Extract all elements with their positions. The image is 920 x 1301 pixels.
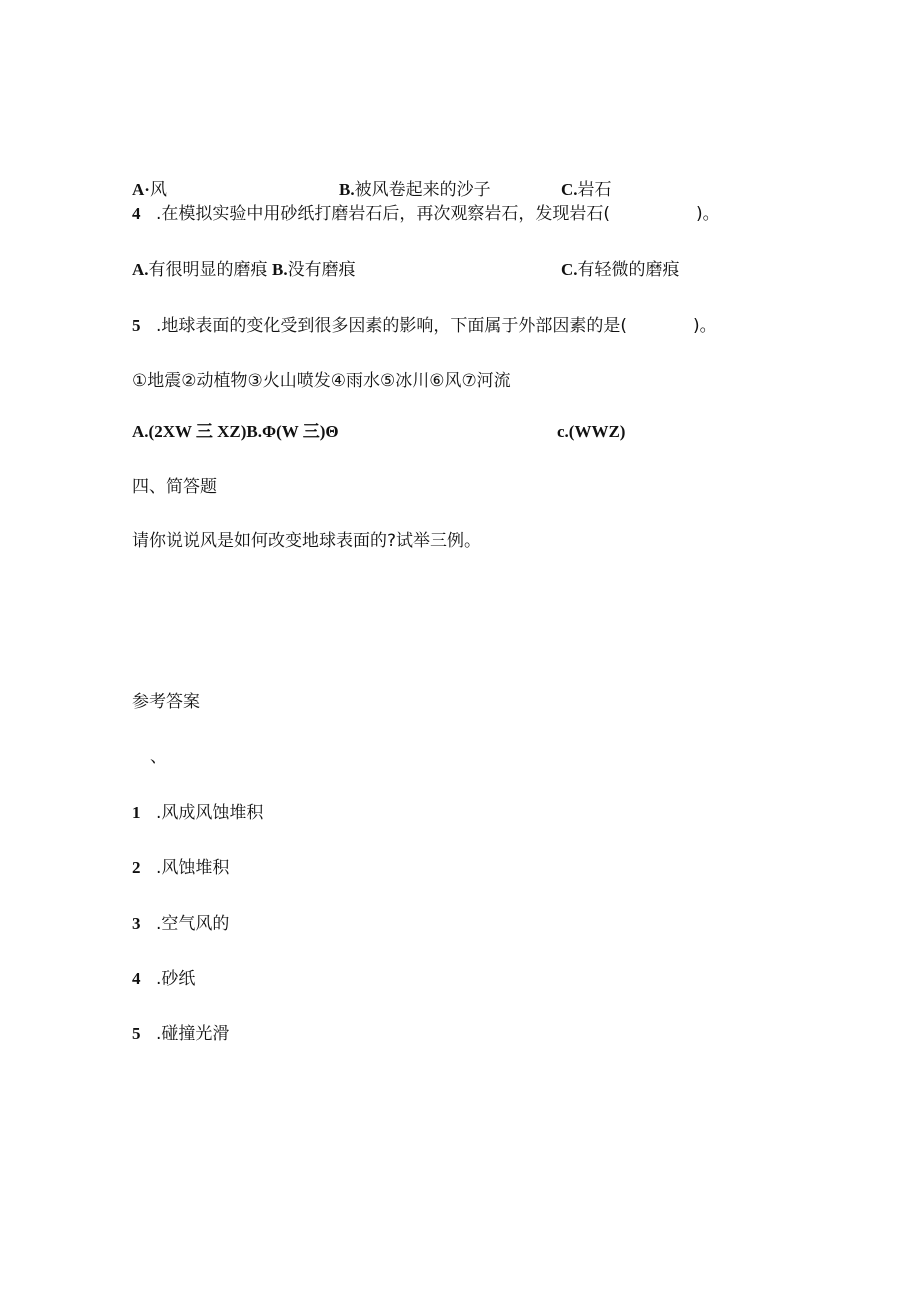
answer-item — [132, 968, 195, 990]
answer-item — [132, 802, 263, 824]
answer-number: 3 — [132, 914, 141, 933]
question-5-number: 5 — [132, 316, 141, 335]
section-4-heading: 四、简答题 — [132, 477, 217, 497]
answer-item — [132, 913, 229, 935]
question-5-text: .地球表面的变化受到很多因素的影响，下面属于外部因素的是( — [156, 316, 628, 336]
q4-option-a-text: 有很明显的磨痕 — [148, 260, 268, 280]
q3-option-a-label: A· — [132, 180, 150, 199]
q3-option-a — [132, 179, 167, 201]
q4-option-b — [272, 259, 356, 281]
answers-section-mark: 、 — [150, 747, 167, 767]
q4-option-a — [132, 259, 268, 281]
answer-number: 2 — [132, 858, 141, 877]
question-4-close: )。 — [696, 204, 720, 224]
question-5-close: )。 — [693, 316, 717, 336]
q5-factors: ①地震②动植物③火山喷发④雨水⑤冰川⑥风⑦河流 — [132, 371, 511, 391]
section-4-question: 请你说说风是如何改变地球表面的?试举三例。 — [132, 531, 482, 551]
q4-option-b-text: 没有磨痕 — [287, 260, 356, 280]
answer-item — [132, 857, 229, 879]
question-4-number: 4 — [132, 204, 141, 223]
q3-option-c — [561, 179, 612, 201]
q5-option-c: c.(WWZ) — [557, 422, 626, 441]
q4-option-c — [561, 259, 680, 281]
question-4-text: .在模拟实验中用砂纸打磨岩石后，再次观察岩石，发现岩石( — [156, 204, 611, 224]
answer-item — [132, 1023, 229, 1045]
answer-text: .空气风的 — [156, 914, 230, 934]
q4-option-c-text: 有轻微的磨痕 — [577, 260, 680, 280]
question-5 — [132, 315, 717, 337]
q3-option-b — [339, 179, 491, 201]
answer-text: .碰撞光滑 — [156, 1024, 230, 1044]
q4-option-c-label: C. — [561, 260, 578, 279]
answer-number: 1 — [132, 803, 141, 822]
q4-option-a-label: A. — [132, 260, 149, 279]
q3-option-c-text: 岩石 — [577, 180, 612, 200]
q3-option-b-label: B. — [339, 180, 355, 199]
q4-option-b-label: B. — [272, 260, 288, 279]
question-4 — [132, 203, 720, 225]
q3-option-b-text: 被风卷起来的沙子 — [354, 180, 491, 200]
answer-number: 5 — [132, 1024, 141, 1043]
answer-text: .风蚀堆积 — [156, 858, 230, 878]
answer-text: .砂纸 — [156, 969, 196, 989]
q5-option-ab: A.(2XW 三 XZ)B.Φ(W 三)Θ — [132, 422, 339, 441]
answer-number: 4 — [132, 969, 141, 988]
q3-option-a-text: 风 — [149, 180, 167, 200]
q3-option-c-label: C. — [561, 180, 578, 199]
answer-text: .风成风蚀堆积 — [156, 803, 264, 823]
answers-heading: 参考答案 — [132, 692, 200, 712]
